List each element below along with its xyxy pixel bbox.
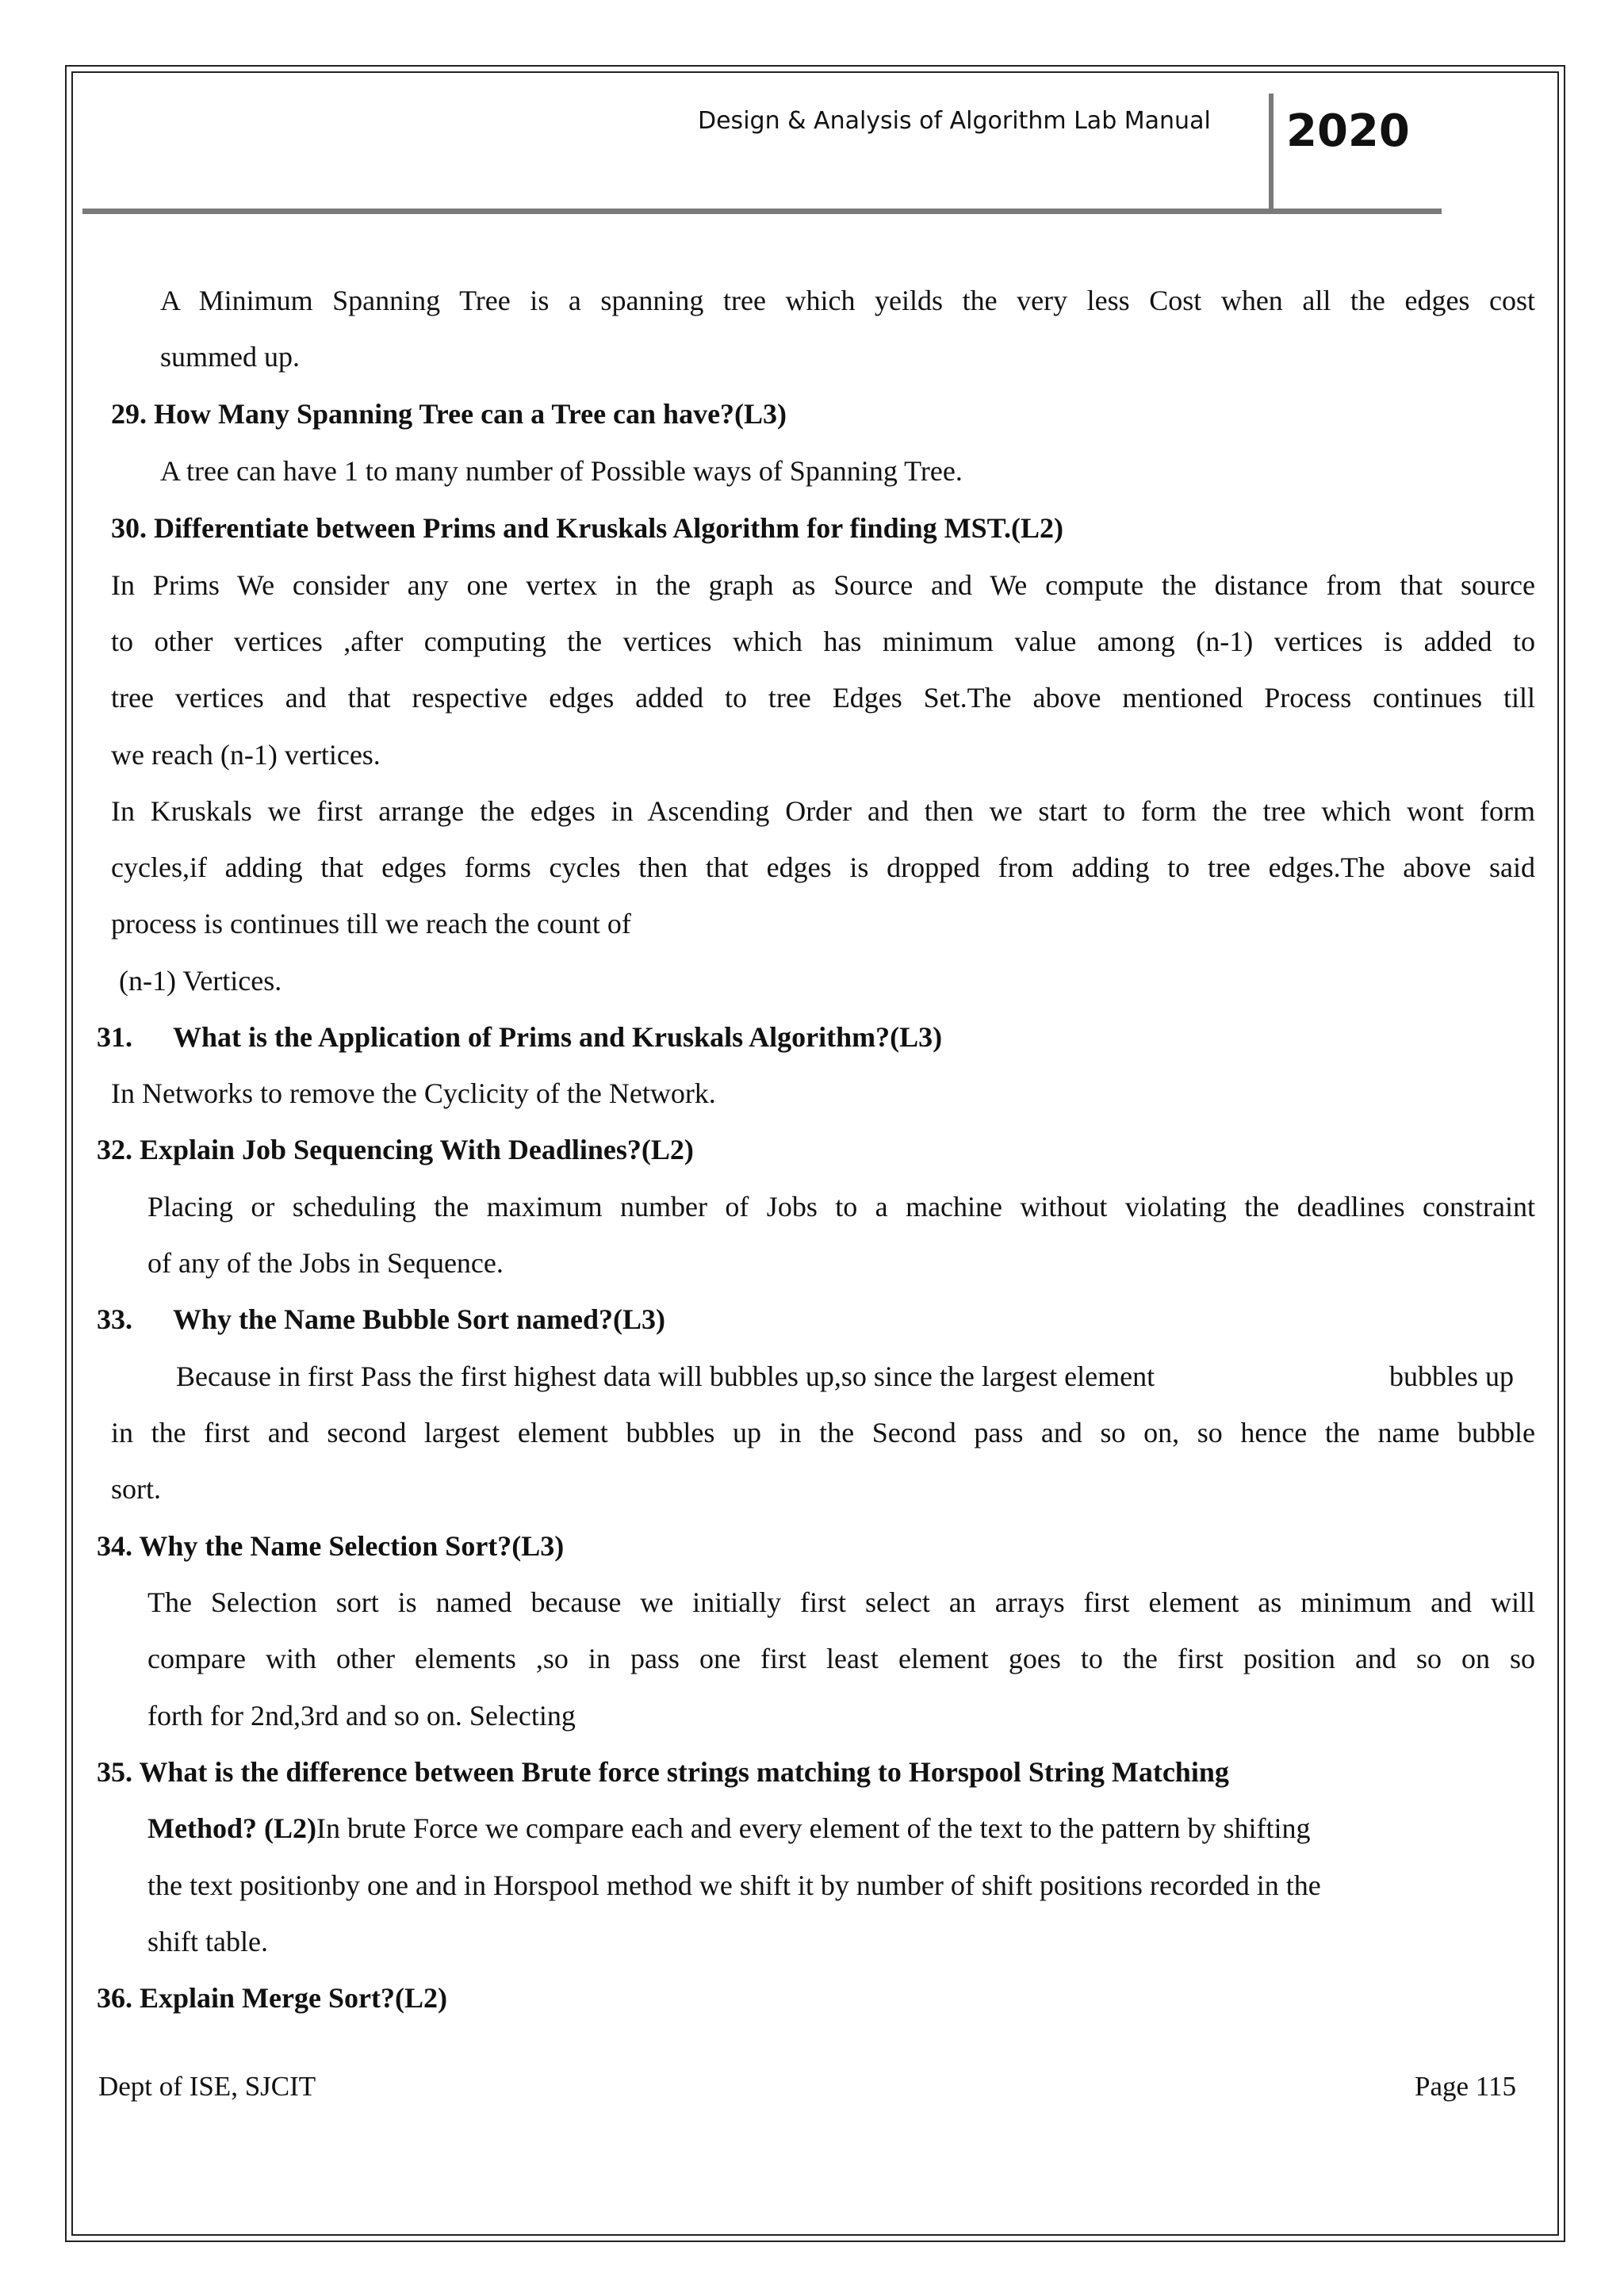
answer-30-line: In Prims We consider any one vertex in the graph as Source and We compute the distance from that source — [111, 569, 1535, 601]
question-31: What is the Application of Prims and Kruskals Algorithm?(L3) — [173, 1021, 943, 1053]
question-33-number: 33. — [97, 1303, 132, 1335]
question-36: 36. Explain Merge Sort?(L2) — [97, 1982, 447, 2014]
question-30: 30. Differentiate between Prims and Kruskals Algorithm for finding MST.(L2) — [111, 512, 1063, 544]
answer-31: In Networks to remove the Cyclicity of the Network. — [111, 1077, 716, 1109]
answer-35-line: the text positionby one and in Horspool method we shift it by number of shift positions recorded in the — [147, 1869, 1321, 1901]
answer-34-line: forth for 2nd,3rd and so on. Selecting — [147, 1700, 576, 1732]
answer-32-line: of any of the Jobs in Sequence. — [147, 1247, 504, 1279]
answer-33-line: sort. — [111, 1473, 161, 1505]
question-35-tail: Method? (L2) — [147, 1812, 316, 1844]
answer-30-line: cycles,if adding that edges forms cycles then that edges is dropped from adding to tree edges.The above said — [111, 851, 1535, 883]
question-33: Why the Name Bubble Sort named?(L3) — [173, 1303, 666, 1335]
answer-30-line: process is continues till we reach the count of — [111, 908, 631, 939]
header-title: Design & Analysis of Algorithm Lab Manual — [698, 107, 1211, 135]
answer-32-line: Placing or scheduling the maximum number of Jobs to a machine without violating the deadlines constraint — [147, 1191, 1535, 1223]
answer-35-line: In brute Force we compare each and every element of the text to the pattern by shifting — [316, 1812, 1311, 1844]
header-year: 2020 — [1286, 105, 1410, 157]
answer-35-line: shift table. — [147, 1926, 268, 1957]
mst-definition-line: A Minimum Spanning Tree is a spanning tree which yeilds the very less Cost when all the edges cost — [160, 285, 1535, 316]
question-32: 32. Explain Job Sequencing With Deadlines?(L2) — [97, 1134, 694, 1165]
question-29: 29. How Many Spanning Tree can a Tree can have?(L3) — [111, 398, 787, 430]
answer-34-line: compare with other elements ,so in pass one first least element goes to the first position and so on so — [147, 1643, 1535, 1674]
header-rule — [82, 209, 1442, 214]
footer-dept: Dept of ISE, SJCIT — [98, 2071, 316, 2102]
answer-34-line: The Selection sort is named because we initially first select an arrays first element as minimum and will — [147, 1586, 1535, 1618]
answer-30-line: tree vertices and that respective edges added to tree Edges Set.The above mentioned Process continues till — [111, 682, 1535, 714]
answer-30-line: to other vertices ,after computing the vertices which has minimum value among (n-1) vertices is added to — [111, 626, 1535, 657]
answer-33-line: in the first and second largest element bubbles up in the Second pass and so on, so hence the name bubble — [111, 1417, 1535, 1448]
answer-30-line: (n-1) Vertices. — [119, 965, 282, 997]
mst-definition-line: summed up. — [160, 341, 300, 373]
answer-30-line: we reach (n-1) vertices. — [111, 739, 381, 771]
question-35: 35. What is the difference between Brute force strings matching to Horspool String Matching — [97, 1756, 1229, 1788]
question-35-line-2 — [147, 1814, 1311, 1843]
answer-29: A tree can have 1 to many number of Possible ways of Spanning Tree. — [160, 455, 963, 487]
footer-page-number: Page 115 — [1415, 2071, 1516, 2102]
answer-33-line: Because in first Pass the first highest data will bubbles up,so since the largest element — [176, 1360, 1155, 1392]
header-divider — [1269, 94, 1274, 212]
answer-33-line-end: bubbles up — [1389, 1360, 1514, 1392]
question-31-number: 31. — [97, 1021, 132, 1053]
question-34: 34. Why the Name Selection Sort?(L3) — [97, 1530, 565, 1562]
answer-30-line: In Kruskals we first arrange the edges in Ascending Order and then we start to form the tree which wont form — [111, 795, 1535, 827]
